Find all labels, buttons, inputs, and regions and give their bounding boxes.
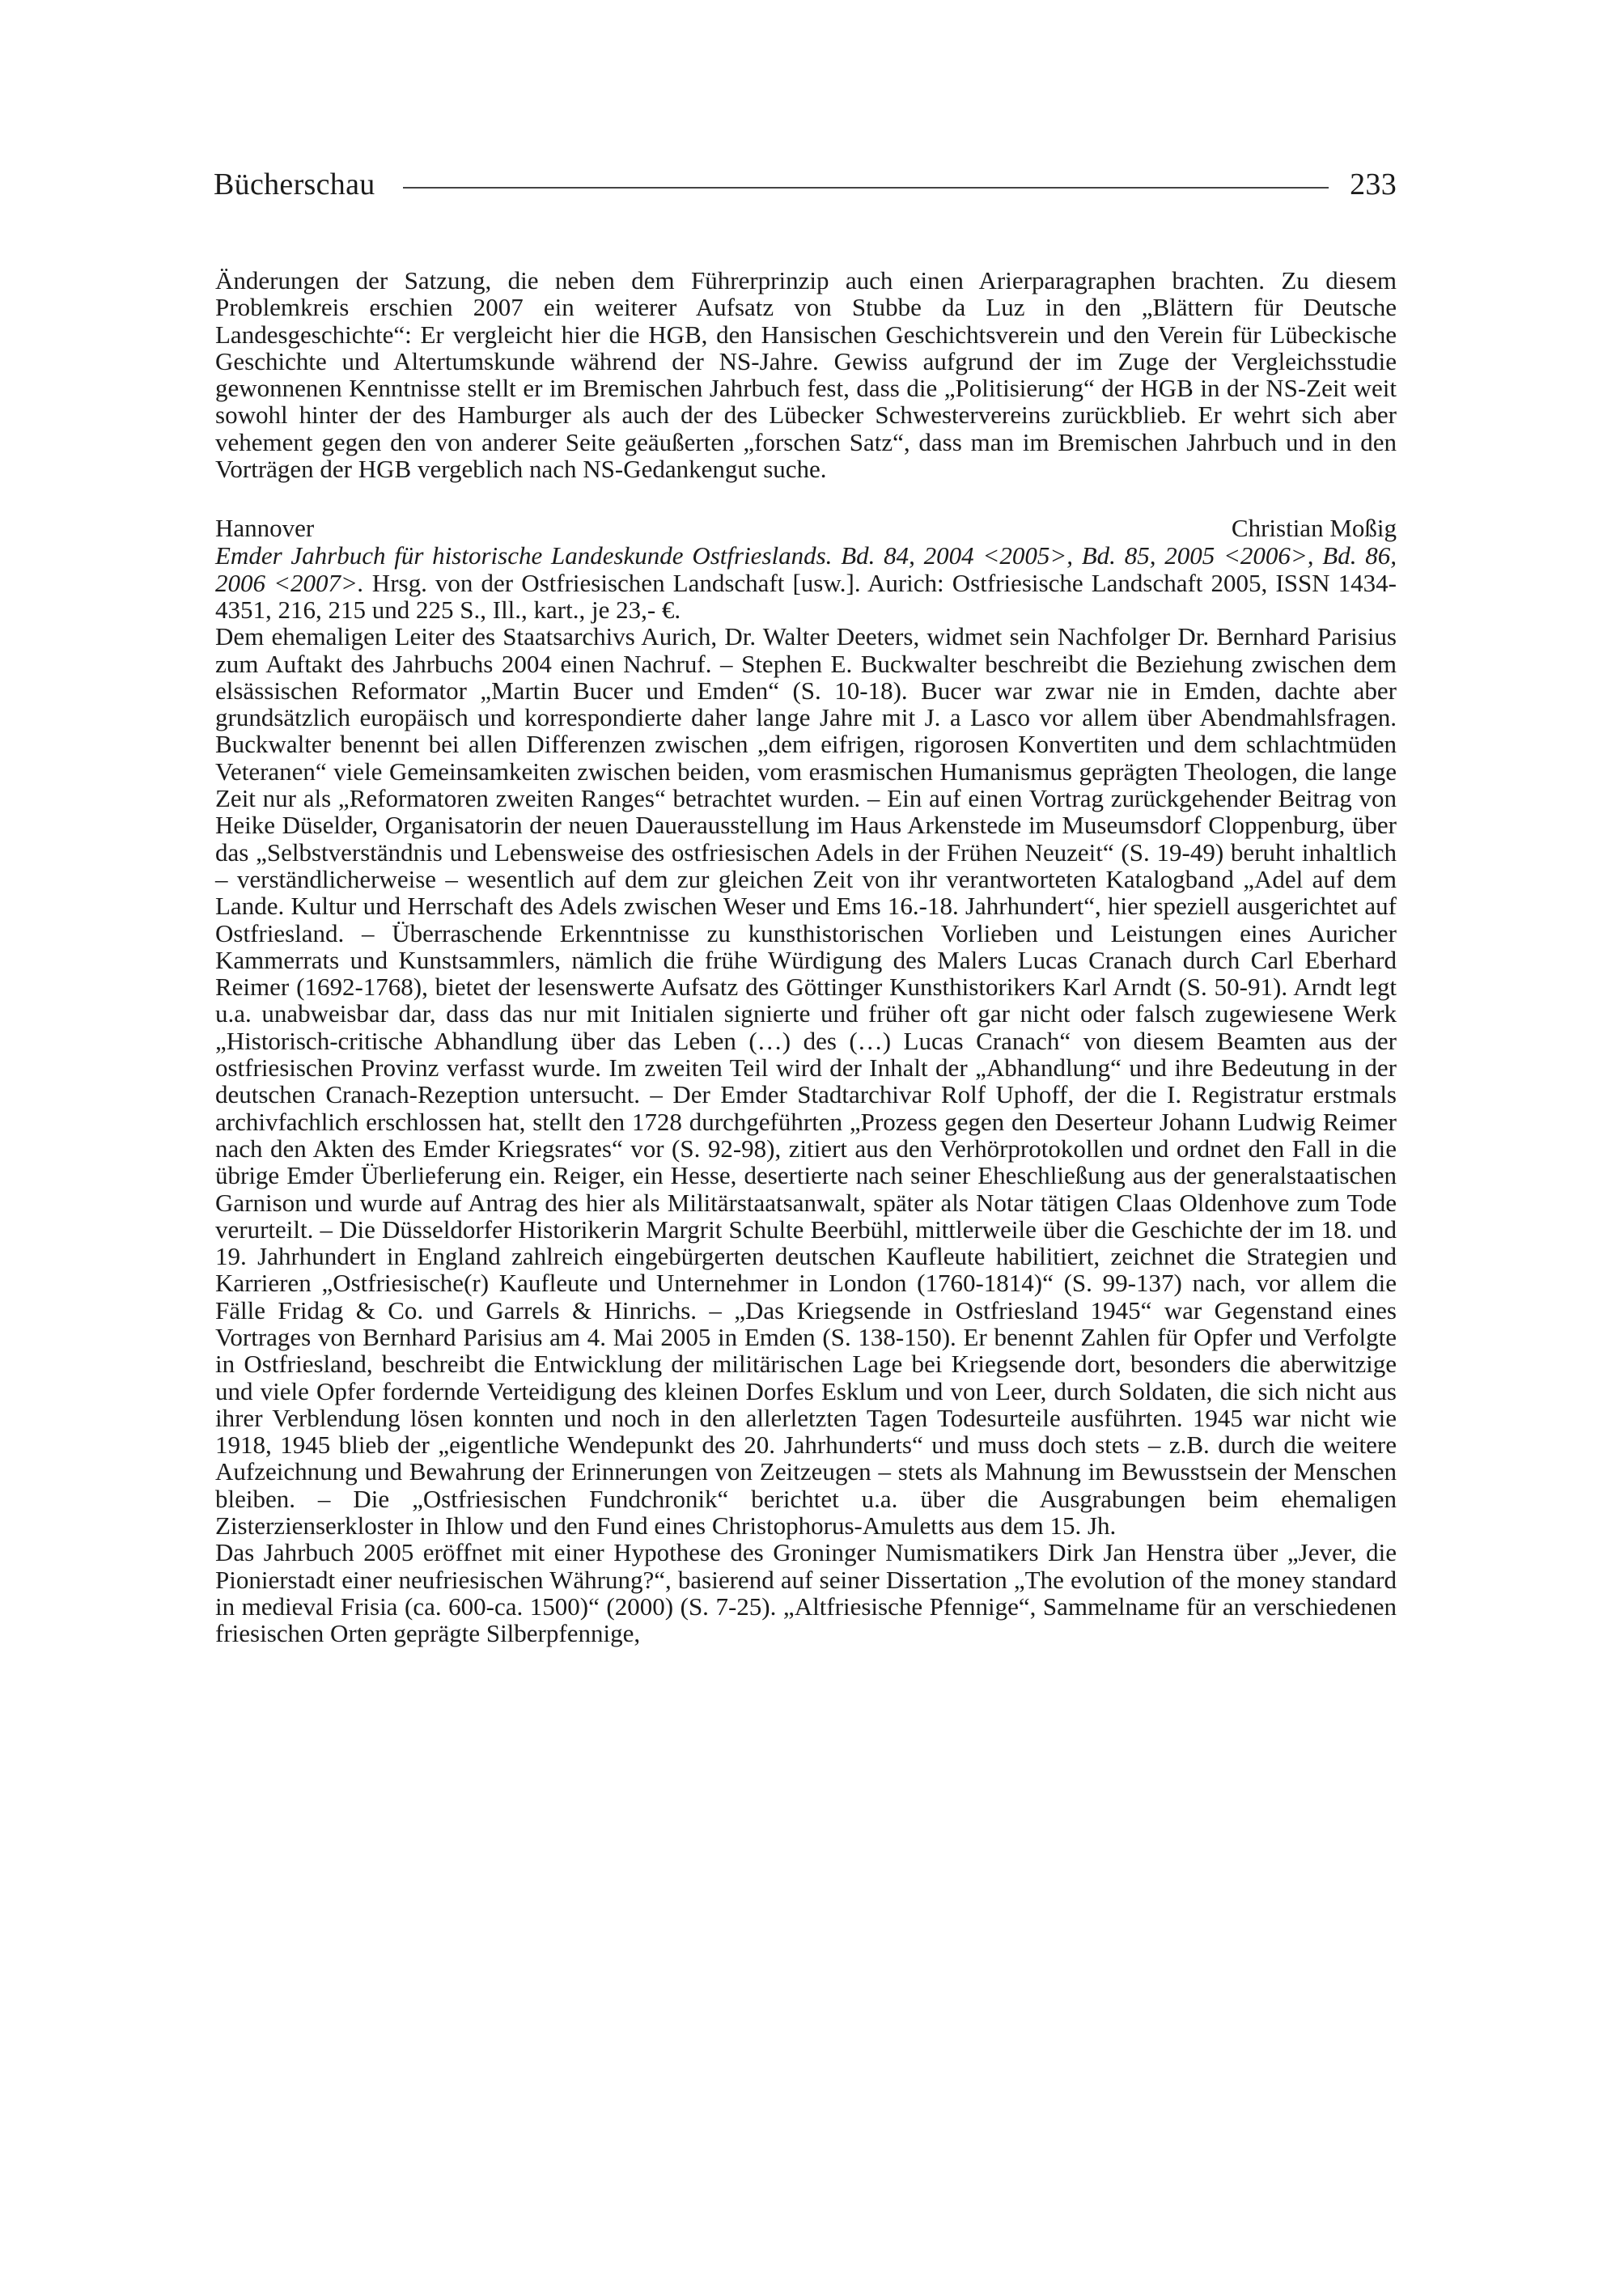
- citation-details: Hrsg. von der Ostfriesischen Landschaft [usw.]. Aurich: Ostfriesische Landschaft 2005, ISSN 1434-4351, 216, 215 und 225 S., Ill., kart., je 23,- €.: [215, 568, 1397, 624]
- running-head: [214, 160, 1397, 209]
- review-paragraph: Änderungen der Satzung, die neben dem Führerprinzip auch einen Arierparagraphen brachten. Zu diesem Problemkreis erschien 2007 ein weiterer Aufsatz von Stubbe da Luz in den „Blättern für Deutsche Landesgeschichte“: Er vergleicht hier die HGB, den Hansischen Geschichtsverein und den Verein für Lübeckische Geschichte und Altertumskunde während der NS-Jahre. Gewiss aufgrund der im Zuge der Vergleichsstudie gewonnenen Kenntnisse stellt er im Bremischen Jahrbuch fest, dass die „Politisierung“ der HGB in der NS-Zeit weit sowohl hinter der des Hamburger als auch der des Lübecker Schwestervereins zurückblieb. Er wehrt sich aber vehement gegen den von anderer Seite geäußerten „forschen Satz“, dass man im Bremischen Jahrbuch und in den Vorträgen der HGB vergeblich nach NS-Gedankengut suche.: [215, 266, 1397, 484]
- review-signature: [215, 515, 1397, 542]
- body-text: [215, 267, 1397, 1647]
- review-paragraph: Dem ehemaligen Leiter des Staatsarchivs Aurich, Dr. Walter Deeters, widmet sein Nachfolger Dr. Bernhard Parisius zum Auftakt des Jahrbuchs 2004 einen Nachruf. – Stephen E. Buckwalter beschreibt die Beziehung zwischen dem elsässischen Reformator „Martin Bucer und Emden“ (S. 10-18). Bucer war zwar nie in Emden, dachte aber grundsätzlich europäisch und korrespondierte daher lange Jahre mit J. a Lasco vor allem über Abendmahlsfragen. Buckwalter benennt bei allen Differenzen zwischen „dem eifrigen, rigorosen Konvertiten und dem schlachtmüden Veteranen“ viele Gemeinsamkeiten zwischen beiden, vom erasmischen Humanismus geprägten Theologen, die lange Zeit nur als „Reformatoren zweiten Ranges“ betrachtet wurden. – Ein auf einen Vortrag zurückgehender Beitrag von Heike Düselder, Organisatorin der neuen Dauerausstellung im Haus Arkenstede im Museumsdorf Cloppenburg, über das „Selbstverständnis und Lebensweise des ostfriesischen Adels in der Frühen Neuzeit“ (S. 19-49) beruht inhaltlich – verständlicherweise – wesentlich auf dem zur gleichen Zeit von ihr verantworteten Katalogband „Adel auf dem Lande. Kultur und Herrschaft des Adels zwischen Weser und Ems 16.-18. Jahrhundert“, hier speziell ausgerichtet auf Ostfriesland. – Überraschende Erkenntnisse zu kunsthistorischen Vorlieben und Leistungen eines Auricher Kammerrats und Kunstsammlers, nämlich die frühe Würdigung des Malers Lucas Cranach durch Carl Eberhard Reimer (1692-1768), bietet der lesenswerte Aufsatz des Göttinger Kunsthistorikers Karl Arndt (S. 50-91). Arndt legt u.a. unabweisbar dar, dass das nur mit Initialen signierte und früher oft gar nicht oder falsch zugewiesene Werk „Historisch-critische Abhandlung über das Leben (…) des (…) Lucas Cranach“ von diesem Beamten aus der ostfriesischen Provinz verfasst wurde. Im zweiten Teil wird der Inhalt der „Abhandlung“ und ihre Bedeutung in der deutschen Cranach-Rezeption untersucht. – Der Emder Stadtarchivar Rolf Uphoff, der die I. Registratur erstmals archivfachlich erschlossen hat, stellt den 1728 durchgeführten „Prozess gegen den Deserteur Johann Ludwig Reimer nach den Akten des Emder Kriegsrates“ vor (S. 92-98), zitiert aus den Verhörprotokollen und ordnet den Fall in die übrige Emder Überlieferung ein. Reiger, ein Hesse, desertierte nach seiner Eheschließung aus der generalstaatischen Garnison und wurde auf Antrag des hier als Militärstaatsanwalt, später als Notar tätigen Claas Oldenhove zum Tode verurteilt. – Die Düsseldorfer Historikerin Margrit Schulte Beerbühl, mittlerweile über die Geschichte der im 18. und 19. Jahrhundert in England zahlreich eingebürgerten deutschen Kaufleute habilitiert, zeichnet die Strategien und Karrieren „Ostfriesische(r) Kaufleute und Unternehmer in London (1760-1814)“ (S. 99-137) nach, vor allem die Fälle Fridag & Co. und Garrels & Hinrichs. – „Das Kriegsende in Ostfriesland 1945“ war Gegenstand eines Vortrages von Bernhard Parisius am 4. Mai 2005 in Emden (S. 138-150). Er benennt Zahlen für Opfer und Verfolgte in Ostfriesland, beschreibt die Entwicklung der militärischen Lage bei Kriegsende dort, besonders die aberwitzige und viele Opfer fordernde Verteidigung des kleinen Dorfes Esklum und von Leer, durch Soldaten, die sich nicht aus ihrer Verblendung lösen konnten und noch in den allerletzten Tagen Todesurteile ausführten. 1945 war nicht wie 1918, 1945 blieb der „eigentliche Wendepunkt des 20. Jahrhunderts“ und muss doch stets – z.B. durch die weitere Aufzeichnung und Bewahrung der Erinnerungen von Zeitzeugen – stets als Mahnung im Bewusstsein der Menschen bleiben. – Die „Ostfriesischen Fundchronik“ berichtet u.a. über die Ausgrabungen beim ehemaligen Zisterzienserkloster in Ihlow und den Fund eines Christophorus-Amuletts aus dem 15. Jh.: [215, 622, 1397, 1541]
- book-citation: [215, 542, 1397, 623]
- reviewer-place: Hannover: [215, 514, 315, 543]
- page-number: 233: [1350, 167, 1397, 201]
- header-rule: [403, 187, 1329, 189]
- reviewer-name: Christian Moßig: [1231, 514, 1397, 543]
- section-title: Bücherschau: [214, 167, 375, 201]
- citation-title: Emder Jahrbuch für historische Landeskunde Ostfrieslands. Bd. 84, 2004 <2005>, Bd. 85, 2005 <2006>, Bd. 86, 2006 <2007>.: [215, 541, 1397, 597]
- review-paragraph: Das Jahrbuch 2005 eröffnet mit einer Hypothese des Groninger Numismatikers Dirk Jan Henstra über „Jever, die Pionierstadt einer neufriesischen Währung?“, basierend auf seiner Dissertation „The evolution of the money standard in medieval Frisia (ca. 600-ca. 1500)“ (2000) (S. 7-25). „Altfriesische Pfennige“, Sammelname für an verschiedenen friesischen Orten geprägte Silberpfennige,: [215, 1538, 1397, 1648]
